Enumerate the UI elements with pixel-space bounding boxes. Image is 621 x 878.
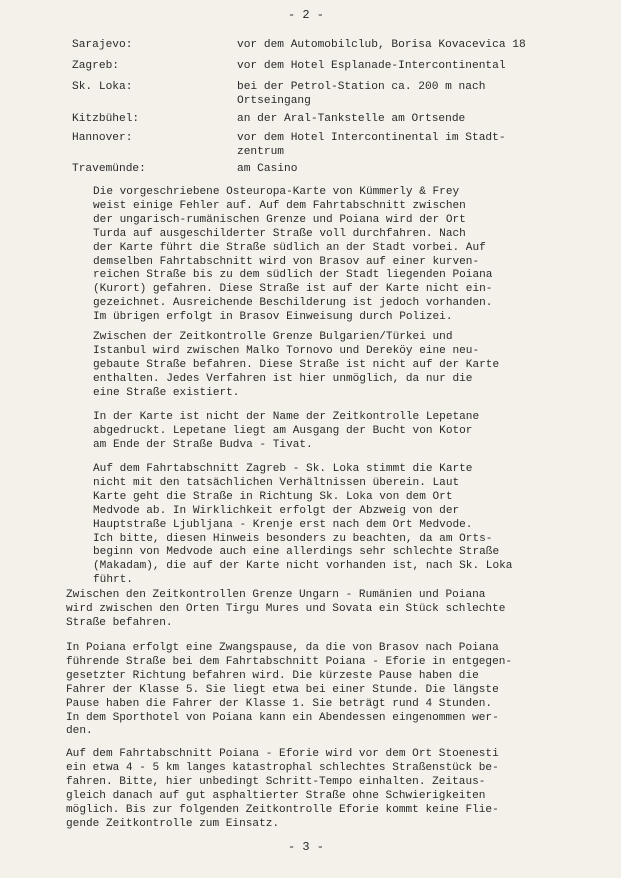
paragraph bbox=[93, 463, 512, 588]
text-line: Im übrigen erfolgt in Brasov Einweisung durch Polizei. bbox=[93, 311, 453, 324]
text-line: der ungarisch-rumänischen Grenze und Poiana wird der Ort bbox=[93, 213, 466, 226]
paragraph bbox=[66, 642, 512, 739]
text-line: führende Straße bei dem Fahrtabschnitt Poiana - Eforie in entgegen- bbox=[66, 655, 513, 668]
location-address: an der Aral-Tankstelle am Ortsende bbox=[237, 113, 466, 125]
paragraph bbox=[66, 748, 499, 831]
text-line: gende Zeitkontrolle zum Einsatz. bbox=[66, 817, 280, 830]
text-line: abgedruckt. Lepetane liegt am Ausgang der Bucht von Kotor bbox=[93, 424, 473, 437]
text-line: (Makadam), die auf der Karte nicht vorhanden ist, nach Sk. Loka bbox=[93, 560, 513, 573]
text-line: nicht mit den tatsächlichen Verhältnissen überein. Laut bbox=[93, 476, 460, 489]
location-address: zentrum bbox=[237, 146, 284, 158]
location-address: vor dem Hotel Esplanade-Intercontinental bbox=[237, 60, 506, 72]
text-line: gebaute Straße befahren. Diese Straße ist nicht auf der Karte bbox=[93, 358, 500, 371]
text-line: führt. bbox=[93, 574, 133, 587]
page-number-top: - 2 - bbox=[288, 8, 325, 22]
text-line: den. bbox=[66, 725, 93, 738]
text-line: weist einige Fehler auf. Auf dem Fahrtabschnitt zwischen bbox=[93, 199, 466, 212]
location-city: Travemünde: bbox=[72, 163, 146, 175]
location-address: vor dem Automobilclub, Borisa Kovacevica 18 bbox=[237, 39, 526, 51]
location-address: bei der Petrol-Station ca. 200 m nach bbox=[237, 81, 486, 93]
text-line: ein etwa 4 - 5 km langes katastrophal schlechtes Straßenstück be- bbox=[66, 761, 499, 774]
text-line: der Karte führt die Straße südlich an der Stadt vorbei. Auf bbox=[93, 241, 486, 254]
text-line: enthalten. Jedes Verfahren ist hier unmöglich, da nur die bbox=[93, 372, 473, 385]
text-line: möglich. Bis zur folgenden Zeitkontrolle Eforie kommt keine Flie- bbox=[66, 803, 499, 816]
text-line: fahren. Bitte, hier unbedingt Schritt-Tempo einhalten. Zeitaus- bbox=[66, 775, 486, 788]
location-city: Sk. Loka: bbox=[72, 81, 133, 93]
text-line: Karte geht die Straße in Richtung Sk. Loka von dem Ort bbox=[93, 490, 453, 503]
text-line: demselben Fahrtabschnitt wird von Brasov auf einer kurven- bbox=[93, 255, 480, 268]
location-city: Hannover: bbox=[72, 132, 133, 144]
paragraph bbox=[93, 411, 479, 453]
page-number-bottom: - 3 - bbox=[288, 840, 325, 854]
location-address: Ortseingang bbox=[237, 95, 311, 107]
text-line: Fahrer der Klasse 5. Sie liegt etwa bei einer Stunde. Die längste bbox=[66, 683, 499, 696]
text-line: gezeichnet. Ausreichende Beschilderung ist jedoch vorhanden. bbox=[93, 297, 493, 310]
text-line: eine Straße existiert. bbox=[93, 386, 240, 399]
text-line: reichen Straße bis zu dem südlich der Stadt liegenden Poiana bbox=[93, 269, 493, 282]
paragraph bbox=[93, 331, 499, 401]
paragraph bbox=[66, 589, 505, 631]
text-line: Zwischen der Zeitkontrolle Grenze Bulgarien/Türkei und bbox=[93, 331, 453, 343]
text-line: Straße befahren. bbox=[66, 616, 173, 629]
text-line: gesetzter Richtung befahren wird. Die kürzeste Pause haben die bbox=[66, 669, 479, 682]
text-line: wird zwischen den Orten Tirgu Mures und Sovata ein Stück schlechte bbox=[66, 602, 506, 615]
text-line: Auf dem Fahrtabschnitt Zagreb - Sk. Loka stimmt die Karte bbox=[93, 463, 473, 475]
text-line: Turda auf ausgeschilderter Straße voll durchfahren. Nach bbox=[93, 227, 466, 240]
text-line: Istanbul wird zwischen Malko Tornovo und Dereköy eine neu- bbox=[93, 344, 480, 357]
text-line: Hauptstraße Ljubljana - Krenje erst nach dem Ort Medvode. bbox=[93, 518, 473, 531]
text-line: Pause haben die Fahrer der Klasse 1. Sie beträgt rund 4 Stunden. bbox=[66, 697, 493, 710]
text-line: Ich bitte, diesen Hinweis besonders zu beachten, da am Orts- bbox=[93, 532, 493, 545]
text-line: Medvode ab. In Wirklichkeit erfolgt der Abzweig von der bbox=[93, 504, 460, 517]
text-line: In Poiana erfolgt eine Zwangspause, da die von Brasov nach Poiana bbox=[66, 642, 499, 654]
text-line: Auf dem Fahrtabschnitt Poiana - Eforie wird vor dem Ort Stoenesti bbox=[66, 748, 499, 760]
text-line: In der Karte ist nicht der Name der Zeitkontrolle Lepetane bbox=[93, 411, 480, 423]
location-city: Zagreb: bbox=[72, 60, 119, 72]
location-city: Sarajevo: bbox=[72, 39, 133, 51]
text-line: am Ende der Straße Budva - Tivat. bbox=[93, 438, 313, 451]
text-line: beginn von Medvode auch eine allerdings sehr schlechte Straße bbox=[93, 546, 500, 559]
paragraph bbox=[93, 186, 492, 325]
text-line: Zwischen den Zeitkontrollen Grenze Ungarn - Rumänien und Poiana bbox=[66, 589, 486, 601]
text-line: Die vorgeschriebene Osteuropa-Karte von Kümmerly & Frey bbox=[93, 186, 460, 198]
text-line: (Kurort) gefahren. Diese Straße ist auf der Karte nicht ein- bbox=[93, 283, 493, 296]
text-line: In dem Sporthotel von Poiana kann ein Abendessen eingenommen wer- bbox=[66, 711, 499, 724]
text-line: gleich danach auf gut asphaltierter Straße ohne Schwierigkeiten bbox=[66, 789, 486, 802]
location-city: Kitzbühel: bbox=[72, 113, 140, 125]
location-address: am Casino bbox=[237, 163, 298, 175]
location-address: vor dem Hotel Intercontinental im Stadt- bbox=[237, 132, 506, 144]
